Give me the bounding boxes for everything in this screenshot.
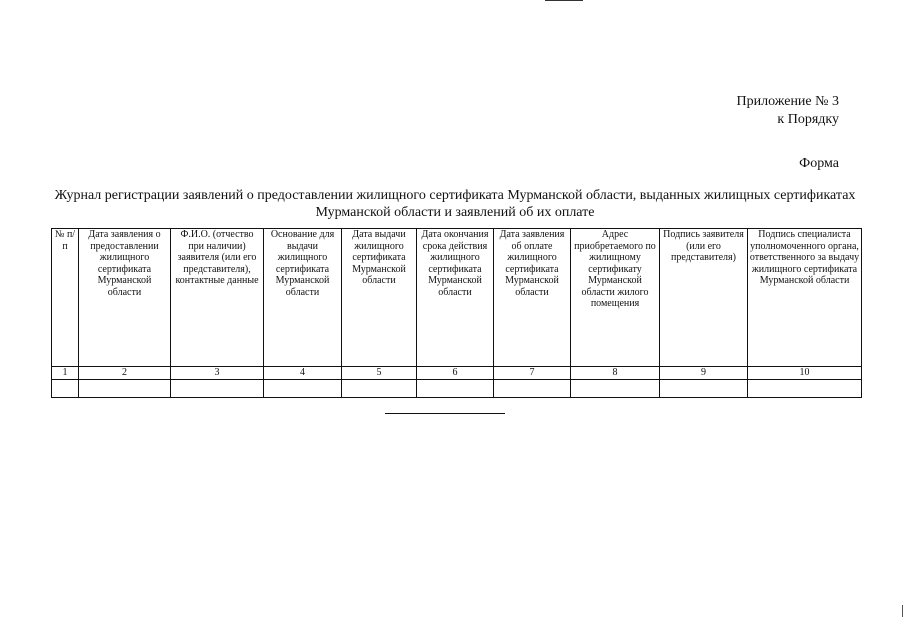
- appendix-reference: [737, 93, 840, 129]
- empty-cell: [52, 380, 79, 398]
- closing-rule: [385, 413, 505, 414]
- column-header-issue-date: Дата выдачи жилищного сертификата Мурманской области: [342, 229, 417, 367]
- column-header-applicant-name: Ф.И.О. (отчество при наличии) заявителя (или его представителя), контактные данные: [171, 229, 264, 367]
- empty-cell: [79, 380, 171, 398]
- form-label: Форма: [799, 156, 839, 171]
- table-row: [52, 380, 862, 398]
- empty-cell: [660, 380, 748, 398]
- empty-cell: [748, 380, 862, 398]
- column-number: 7: [494, 367, 571, 380]
- column-header-specialist-signature: Подпись специалиста уполномоченного органа, ответственного за выдачу жилищного сертификата Мурманской области: [748, 229, 862, 367]
- registration-journal-table: [51, 228, 862, 398]
- column-header-property-address: Адрес приобретаемого по жилищному сертификату Мурманской области жилого помещения: [571, 229, 660, 367]
- scan-mark: [545, 0, 583, 1]
- column-number: 4: [264, 367, 342, 380]
- column-header-expiry-date: Дата окончания срока действия жилищного сертификата Мурманской области: [417, 229, 494, 367]
- scan-mark: [902, 605, 903, 617]
- column-number: 8: [571, 367, 660, 380]
- column-number: 9: [660, 367, 748, 380]
- column-number: 3: [171, 367, 264, 380]
- column-number: 1: [52, 367, 79, 380]
- column-header-issue-basis: Основание для выдачи жилищного сертификата Мурманской области: [264, 229, 342, 367]
- column-number: 10: [748, 367, 862, 380]
- column-number-row: [52, 367, 862, 380]
- empty-cell: [494, 380, 571, 398]
- empty-cell: [417, 380, 494, 398]
- document-title: Журнал регистрации заявлений о предоставлении жилищного сертификата Мурманской области, выданных жилищных сертификатах Мурманской области и заявлений об их оплате: [54, 188, 856, 220]
- table-header-row: [52, 229, 862, 367]
- empty-cell: [342, 380, 417, 398]
- appendix-order-reference: к Порядку: [777, 112, 839, 127]
- column-number: 5: [342, 367, 417, 380]
- column-number: 2: [79, 367, 171, 380]
- column-header-payment-request-date: Дата заявления об оплате жилищного сертификата Мурманской области: [494, 229, 571, 367]
- column-header-number: № п/п: [52, 229, 79, 367]
- column-number: 6: [417, 367, 494, 380]
- empty-cell: [264, 380, 342, 398]
- empty-cell: [171, 380, 264, 398]
- appendix-number: Приложение № 3: [736, 94, 839, 109]
- column-header-applicant-signature: Подпись заявителя (или его представителя): [660, 229, 748, 367]
- column-header-application-date: Дата заявления о предоставлении жилищного сертификата Мурманской области: [79, 229, 171, 367]
- empty-cell: [571, 380, 660, 398]
